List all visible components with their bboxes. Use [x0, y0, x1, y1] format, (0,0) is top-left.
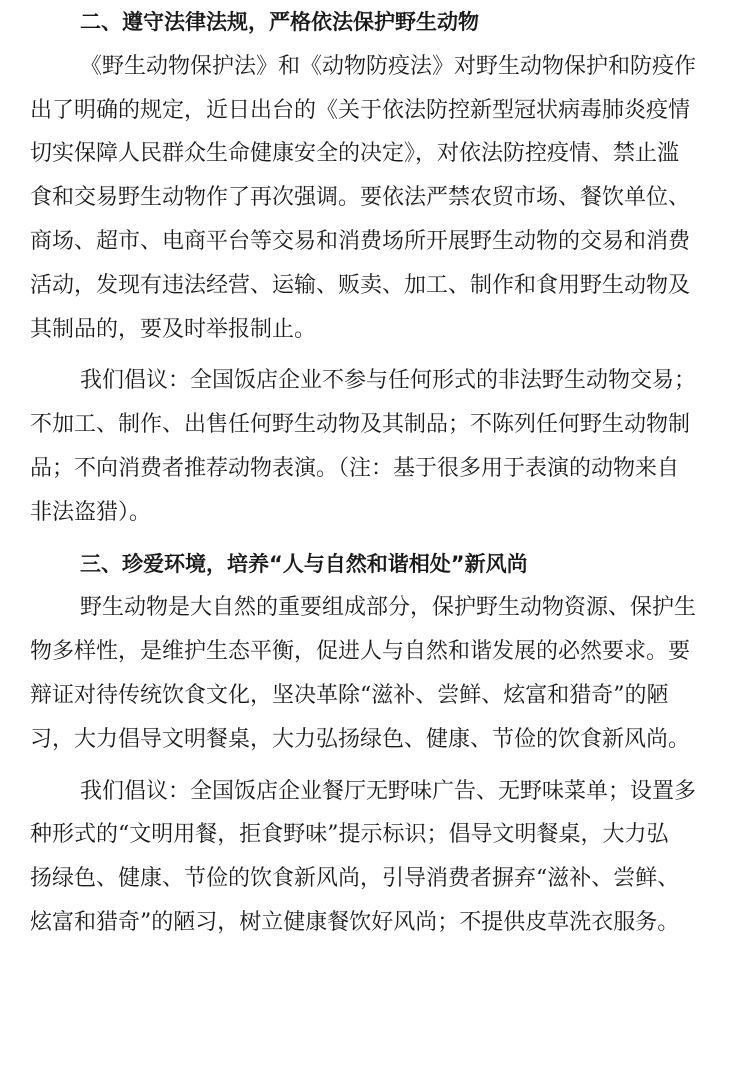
text-line: 其制品的，要及时举报制止。 [30, 316, 317, 342]
section-heading-2: 二、遵守法律法规，严格依法保护野生动物 [80, 10, 479, 34]
text-line: 扬绿色、健康、节俭的饮食新风尚，引导消费者摒弃“滋补、尝鲜、 [30, 866, 680, 892]
text-line: 物多样性，是维护生态平衡，促进人与自然和谐发展的必然要求。要 [30, 639, 691, 665]
text-line: 野生动物是大自然的重要组成部分，保护野生动物资源、保护生 [80, 595, 697, 621]
section-2-paragraph-2 [30, 359, 730, 534]
section-2-paragraph-1 [30, 45, 730, 352]
text-line: 习，大力倡导文明餐桌，大力弘扬绿色、健康、节俭的饮食新风尚。 [30, 726, 691, 752]
section-heading-3: 三、珍爱环境，培养“人与自然和谐相处”新风尚 [80, 551, 528, 576]
text-line: 出了明确的规定，近日出台的《关于依法防控新型冠状病毒肺炎疫情 [30, 97, 691, 123]
text-line: 我们倡议：全国饭店企业餐厅无野味广告、无野味菜单；设置多 [80, 778, 697, 804]
text-line: 食和交易野生动物作了再次强调。要依法严禁农贸市场、餐饮单位、 [30, 185, 691, 211]
text-line: 活动，发现有违法经营、运输、贩卖、加工、制作和食用野生动物及 [30, 272, 691, 298]
text-line: 我们倡议：全国饭店企业不参与任何形式的非法野生动物交易； [80, 368, 697, 394]
text-line: 不加工、制作、出售任何野生动物及其制品；不陈列任何野生动物制 [30, 412, 691, 438]
text-line: 种形式的“文明用餐，拒食野味”提示标识；倡导文明餐桌，大力弘 [30, 822, 669, 848]
text-line: 炫富和猎奇”的陋习，树立健康餐饮好风尚；不提供皮草洗衣服务。 [30, 909, 680, 935]
text-line: 商场、超市、电商平台等交易和消费场所开展野生动物的交易和消费 [30, 228, 691, 254]
text-line: 辩证对待传统饮食文化，坚决革除“滋补、尝鲜、炫富和猎奇”的陋 [30, 682, 669, 708]
text-line: 品；不向消费者推荐动物表演。（注：基于很多用于表演的动物来自 [30, 455, 680, 481]
text-line: 切实保障人民群众生命健康安全的决定》，对依法防控疫情、禁止滥 [30, 141, 680, 167]
text-line: 非法盗猎）。 [30, 499, 152, 525]
section-3-paragraph-1 [30, 586, 730, 761]
section-3-paragraph-2 [30, 770, 730, 945]
text-line: 《野生动物保护法》和《动物防疫法》对野生动物保护和防疫作 [80, 53, 697, 79]
